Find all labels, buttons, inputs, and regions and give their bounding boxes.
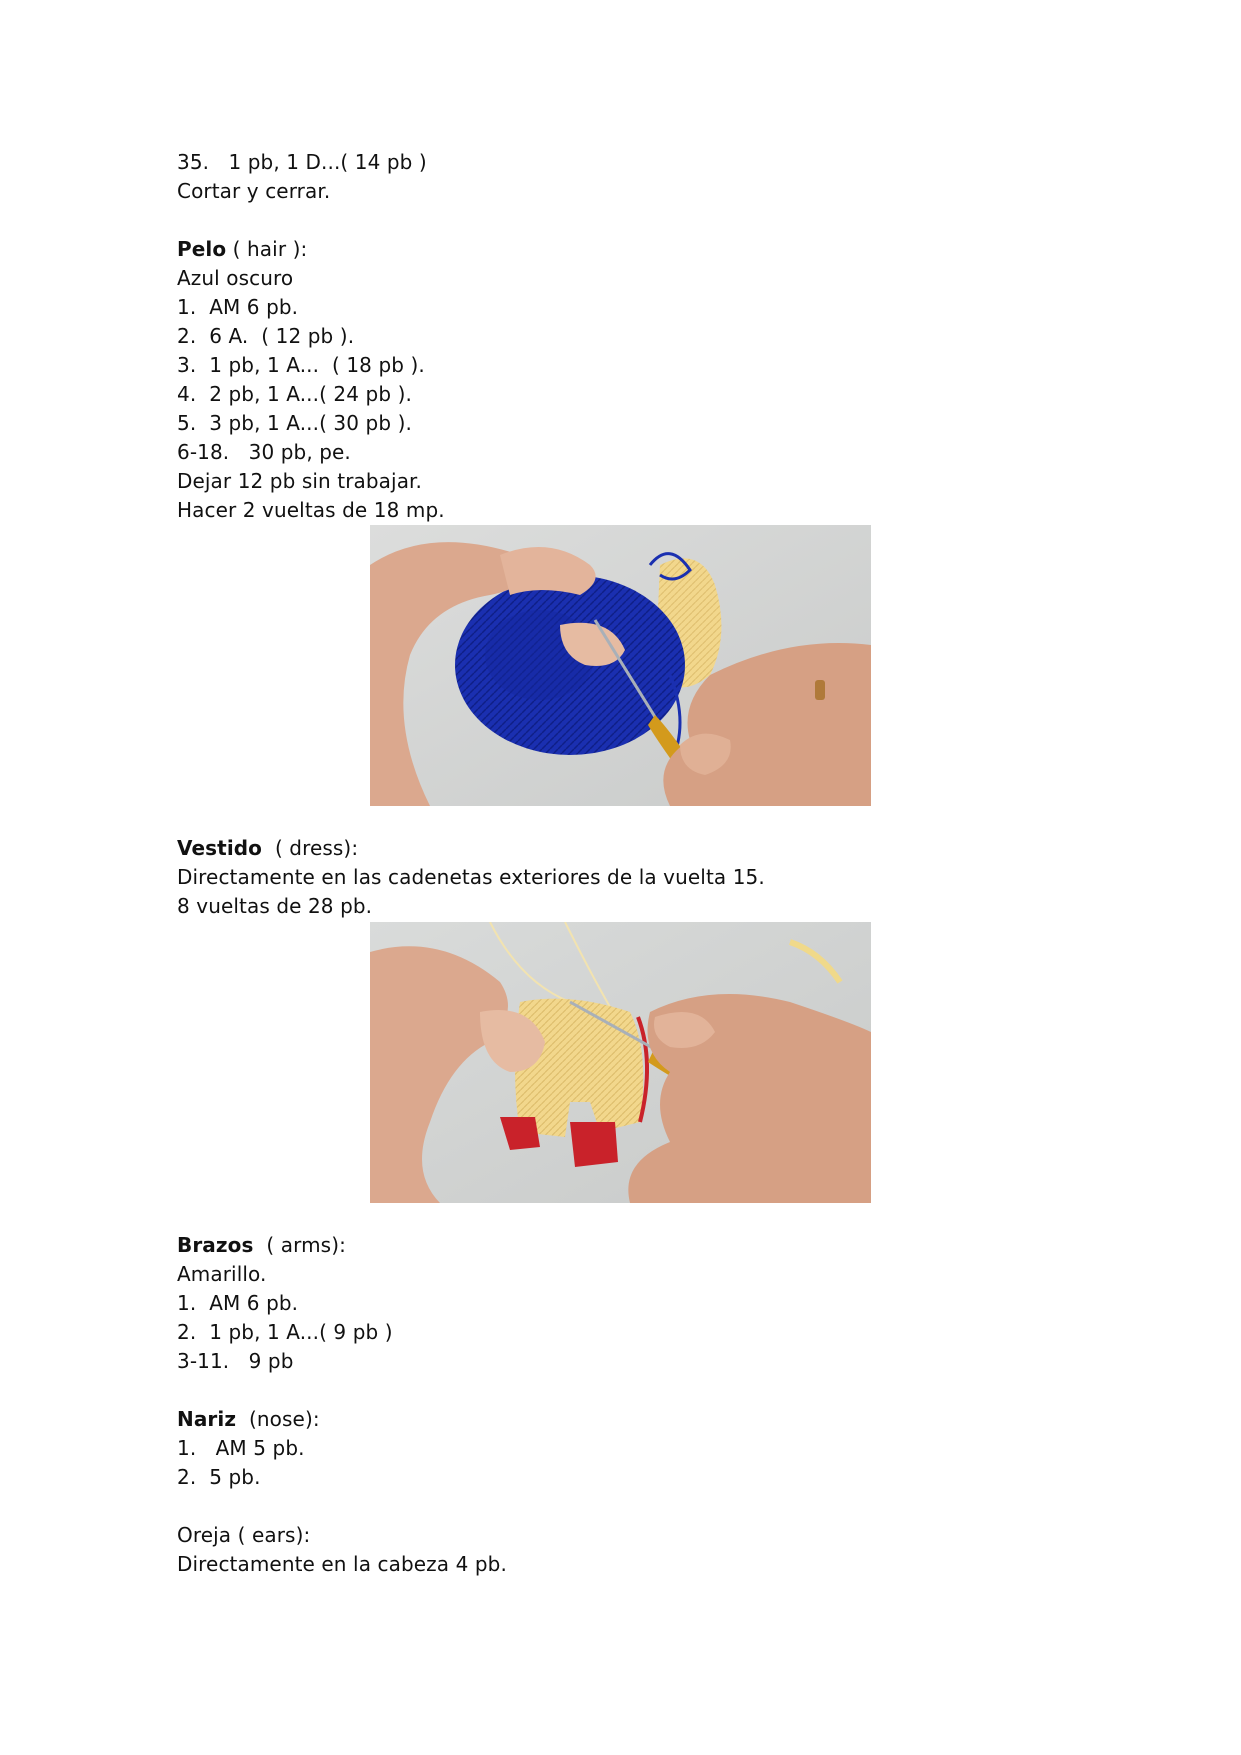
arms-row-3-11: 3-11. 9 pb [177,1349,294,1373]
nose-row-2: 2. 5 pb. [177,1465,261,1489]
hair-heading-title: Pelo [177,237,227,261]
arms-heading-title: Brazos [177,1233,254,1257]
arms-row-1: 1. AM 6 pb. [177,1291,299,1315]
hair-heading [177,235,307,263]
arms-heading [177,1231,346,1259]
cut-and-close-text: Cortar y cerrar. [177,179,331,203]
dress-line-1: Directamente en las cadenetas exteriores de la vuelta 15. [177,865,765,889]
arms-color: Amarillo. [177,1262,267,1286]
nose-heading-note: (nose): [236,1407,320,1431]
hair-row-4: 4. 2 pb, 1 A...( 24 pb ). [177,382,412,406]
hair-row-2: 2. 6 A. ( 12 pb ). [177,324,355,348]
photo-hair-crochet [370,525,871,806]
dress-line-2: 8 vueltas de 28 pb. [177,894,373,918]
nose-row-1: 1. AM 5 pb. [177,1436,305,1460]
hair-row-5: 5. 3 pb, 1 A...( 30 pb ). [177,411,412,435]
hair-color: Azul oscuro [177,266,294,290]
photo-hair-crochet-svg [370,525,871,806]
row-35: 35. 1 pb, 1 D...( 14 pb ) [177,150,427,174]
nose-heading-title: Nariz [177,1407,237,1431]
hair-heading-note: ( hair ): [226,237,308,261]
nose-heading [177,1405,320,1433]
hair-leave-text: Dejar 12 pb sin trabajar. [177,469,422,493]
dress-heading-note: ( dress): [262,836,359,860]
dress-heading [177,834,358,862]
hair-row-3: 3. 1 pb, 1 A... ( 18 pb ). [177,353,425,377]
ears-heading: Oreja ( ears): [177,1523,311,1547]
ears-line-1: Directamente en la cabeza 4 pb. [177,1552,507,1576]
photo-dress-crochet-svg [370,922,871,1203]
hair-row-1: 1. AM 6 pb. [177,295,299,319]
hair-row-6-18: 6-18. 30 pb, pe. [177,440,351,464]
arms-row-2: 2. 1 pb, 1 A...( 9 pb ) [177,1320,393,1344]
dress-heading-title: Vestido [177,836,263,860]
hair-rounds-text: Hacer 2 vueltas de 18 mp. [177,498,445,522]
photo-dress-crochet [370,922,871,1203]
arms-heading-note: ( arms): [253,1233,346,1257]
